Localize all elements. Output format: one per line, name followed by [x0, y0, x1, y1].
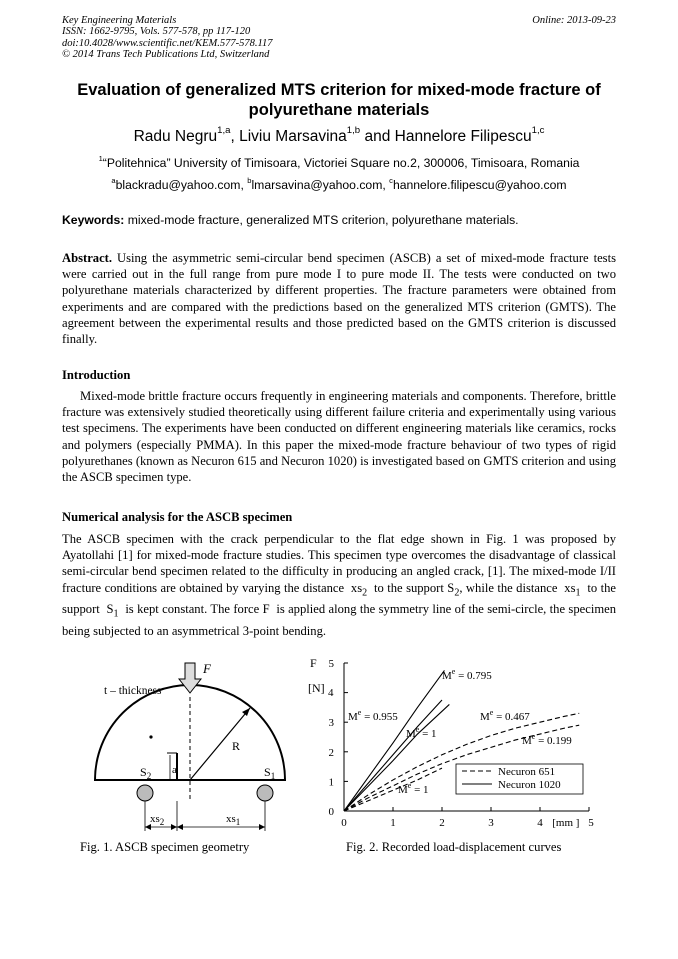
series-annotation [398, 781, 429, 796]
numerical-text-part: The ASCB specimen with the crack perpendicular to the flat edge shown in Fig. 1 was proposed by Ayatollahi [1] for mixed-mode fracture studies. This specimen type overcomes the disadvantage of classical semi-circular bend specimen related to the difficulty in producing an angled crack, [1]. The mixed-mode I/II fracture conditions are obtained by varying the distance [62, 532, 616, 595]
support-roller-right [257, 785, 273, 801]
s1-letter: S [264, 765, 271, 779]
author-separator: , [230, 128, 240, 145]
y-tick-label: 0 [328, 806, 334, 818]
x-tick-label: 5 [588, 817, 594, 829]
email-separator: , [382, 178, 390, 192]
email-address[interactable]: blackradu@yahoo.com [115, 178, 241, 192]
online-date: Online: 2013-09-23 [532, 15, 616, 26]
annotation-value: = 0.199 [535, 735, 572, 747]
symbol-sub: 2 [454, 587, 460, 599]
keywords-text: mixed-mode fracture, generalized MTS criterion, polyurethane materials. [127, 213, 519, 227]
force-arrow [179, 663, 201, 693]
y-tick-label: 2 [328, 746, 334, 759]
y-tick-label: 5 [328, 658, 334, 670]
series-line [344, 670, 444, 811]
abstract [62, 250, 616, 347]
introduction-text: Mixed-mode brittle fracture occurs frequently in engineering materials and components. Therefore, brittle fracture was extensively studied theoretically using different failure criteria and experimentally using various test specimens. The experiments have been conducted on different engineering materials like ceramics, rocks and polymers (especially PMMA). In this paper the mixed-mode fracture behaviour of two types of rigid polyurethanes (known as Necuron 615 and Necuron 1020) is investigated based on GMTS criterion and using the ASCB specimen type. [62, 389, 616, 485]
annotation-value: = 0.467 [493, 711, 530, 723]
y-tick-label: 1 [328, 776, 334, 789]
crack-label: a [172, 764, 177, 776]
xs1-text: xs [226, 813, 236, 825]
email-sup: b [247, 175, 252, 185]
author-affil: 1,c [531, 125, 545, 137]
figure-1-caption: Fig. 1. ASCB specimen geometry [80, 840, 250, 854]
symbol-sub: 2 [362, 587, 368, 599]
author-name: Radu Negru [133, 128, 218, 145]
x-tick-label: 4 [537, 817, 543, 829]
affiliation-text: “Politehnica” University of Timisoara, Victoriei Square no.2, 300006, Timisoara, Romania [102, 156, 580, 170]
author-and: and [364, 128, 395, 145]
author-name: Hannelore Filipescu [394, 128, 532, 145]
annotation-symbol: M [480, 711, 490, 723]
s1-subscript: 1 [270, 771, 276, 781]
keywords [62, 213, 616, 227]
email-separator: , [240, 178, 248, 192]
numerical-text-part: , while the distance [459, 580, 558, 595]
thickness-label: t – thickness [104, 685, 162, 697]
numerical-text [62, 531, 616, 639]
annotation-superscript: e [531, 732, 536, 741]
dim-xs2-label [150, 813, 164, 827]
annotation-superscript: e [489, 708, 494, 717]
figure-1-diagram [70, 655, 300, 840]
email-address[interactable]: lmarsavina@yahoo.com [251, 178, 383, 192]
author-affil: 1,a [217, 125, 231, 137]
support-s1-label [264, 765, 275, 781]
email-list [62, 175, 616, 192]
author-list [62, 125, 616, 146]
series-annotation [522, 732, 572, 747]
radius-label: R [232, 739, 241, 753]
annotation-symbol: M [398, 784, 408, 796]
x-axis-label: [mm ] [552, 817, 580, 829]
y-tick-label: 4 [328, 687, 334, 699]
x-tick-label: 2 [439, 817, 445, 829]
annotation-symbol: M [406, 728, 416, 740]
y-axis-unit: [N] [308, 681, 325, 695]
annotation-value: = 0.795 [455, 670, 492, 682]
section-heading-numerical: Numerical analysis for the ASCB specimen [62, 510, 293, 524]
author-name: Liviu Marsavina [239, 128, 347, 145]
numerical-text-part: is applied along the symmetry line of the semi-circle, the specimen being subjected to an asymmetrical 3-point bending. [62, 602, 616, 639]
email-sup: c [389, 175, 393, 185]
force-label: F [203, 661, 211, 676]
s2-subscript: 2 [146, 771, 152, 781]
numerical-text-part: is kept constant. The force [125, 602, 260, 617]
paper-title: Evaluation of generalized MTS criterion for mixed-mode fracture of polyurethane materials [77, 81, 601, 119]
page-header [62, 15, 616, 60]
chart-legend [456, 764, 583, 794]
annotation-superscript: e [451, 667, 456, 676]
annotation-superscript: e [415, 725, 420, 734]
section-heading-introduction: Introduction [62, 368, 131, 382]
journal-name: Key Engineering Materials [62, 15, 177, 26]
symbol-xs: xs [564, 580, 576, 595]
y-axis-label: F [310, 656, 317, 670]
x-tick-label: 0 [341, 817, 347, 829]
doi-line: doi:10.4028/www.scientific.net/KEM.577-578.117 [62, 37, 273, 49]
series-annotation [480, 708, 530, 723]
symbol-sub: 1 [113, 608, 119, 620]
issn-line: ISSN: 1662-9795, Vols. 577-578, pp 117-120 [62, 26, 251, 38]
annotation-value: = 0.955 [361, 711, 398, 723]
x-tick-label: 1 [390, 817, 396, 829]
dim-xs1-label [226, 813, 240, 827]
x-tick-label: 3 [488, 817, 494, 829]
keywords-label: Keywords: [62, 213, 125, 227]
radius-line [190, 708, 250, 780]
annotation-superscript: e [357, 708, 362, 717]
legend-label: Necuron 1020 [498, 779, 561, 791]
annotation-value: = 1 [411, 784, 429, 796]
symbol-xs: xs [350, 580, 363, 595]
annotation-symbol: M [522, 735, 532, 747]
annotation-superscript: e [407, 781, 412, 790]
figure-2-caption: Fig. 2. Recorded load-displacement curves [346, 840, 562, 854]
annotation-value: = 1 [419, 728, 437, 740]
y-tick-label: 3 [328, 717, 334, 730]
xs1-subscript: 1 [235, 817, 241, 827]
numerical-text-part: to the support [62, 580, 616, 617]
abstract-text: Using the asymmetric semi-circular bend specimen (ASCB) a set of mixed-mode fracture tests were carried out in the full range from pure mode I to pure mode II. The tests were conducted on two polyurethane materials characterized by different properties. The fracture parameters were obtained from experiments and are compared with the predictions based on the generalized MTS criterion (GMTS). The agreement between the experimental results and those predicted based on the GMTS criterion is discussed finally. [62, 251, 616, 347]
xs2-text: xs [150, 813, 160, 825]
series-annotation [348, 708, 398, 723]
affiliation-sup: 1 [98, 153, 103, 163]
series-annotation [406, 725, 437, 740]
series-annotation [442, 667, 492, 682]
abstract-label: Abstract. [62, 251, 113, 265]
annotation-symbol: M [348, 711, 358, 723]
thickness-dot [149, 735, 152, 738]
affiliation [62, 153, 616, 170]
symbol-f: F [262, 602, 270, 617]
xs2-subscript: 2 [159, 817, 165, 827]
symbol-s: S [447, 580, 455, 595]
email-address[interactable]: hannelore.filipescu@yahoo.com [392, 178, 567, 192]
symbol-sub: 1 [575, 587, 581, 599]
numerical-text-part: to the support [374, 580, 444, 595]
annotation-symbol: M [442, 670, 452, 682]
s2-letter: S [140, 765, 147, 779]
email-sup: a [111, 175, 116, 185]
radius-arrowhead [242, 708, 250, 716]
copyright-line: © 2014 Trans Tech Publications Ltd, Switzerland [62, 48, 270, 60]
author-affil: 1,b [346, 125, 361, 137]
symbol-s: S [106, 602, 114, 617]
support-roller-left [137, 785, 153, 801]
legend-label: Necuron 651 [498, 766, 556, 778]
figure-2-chart [300, 648, 605, 843]
support-s2-label [140, 765, 151, 781]
